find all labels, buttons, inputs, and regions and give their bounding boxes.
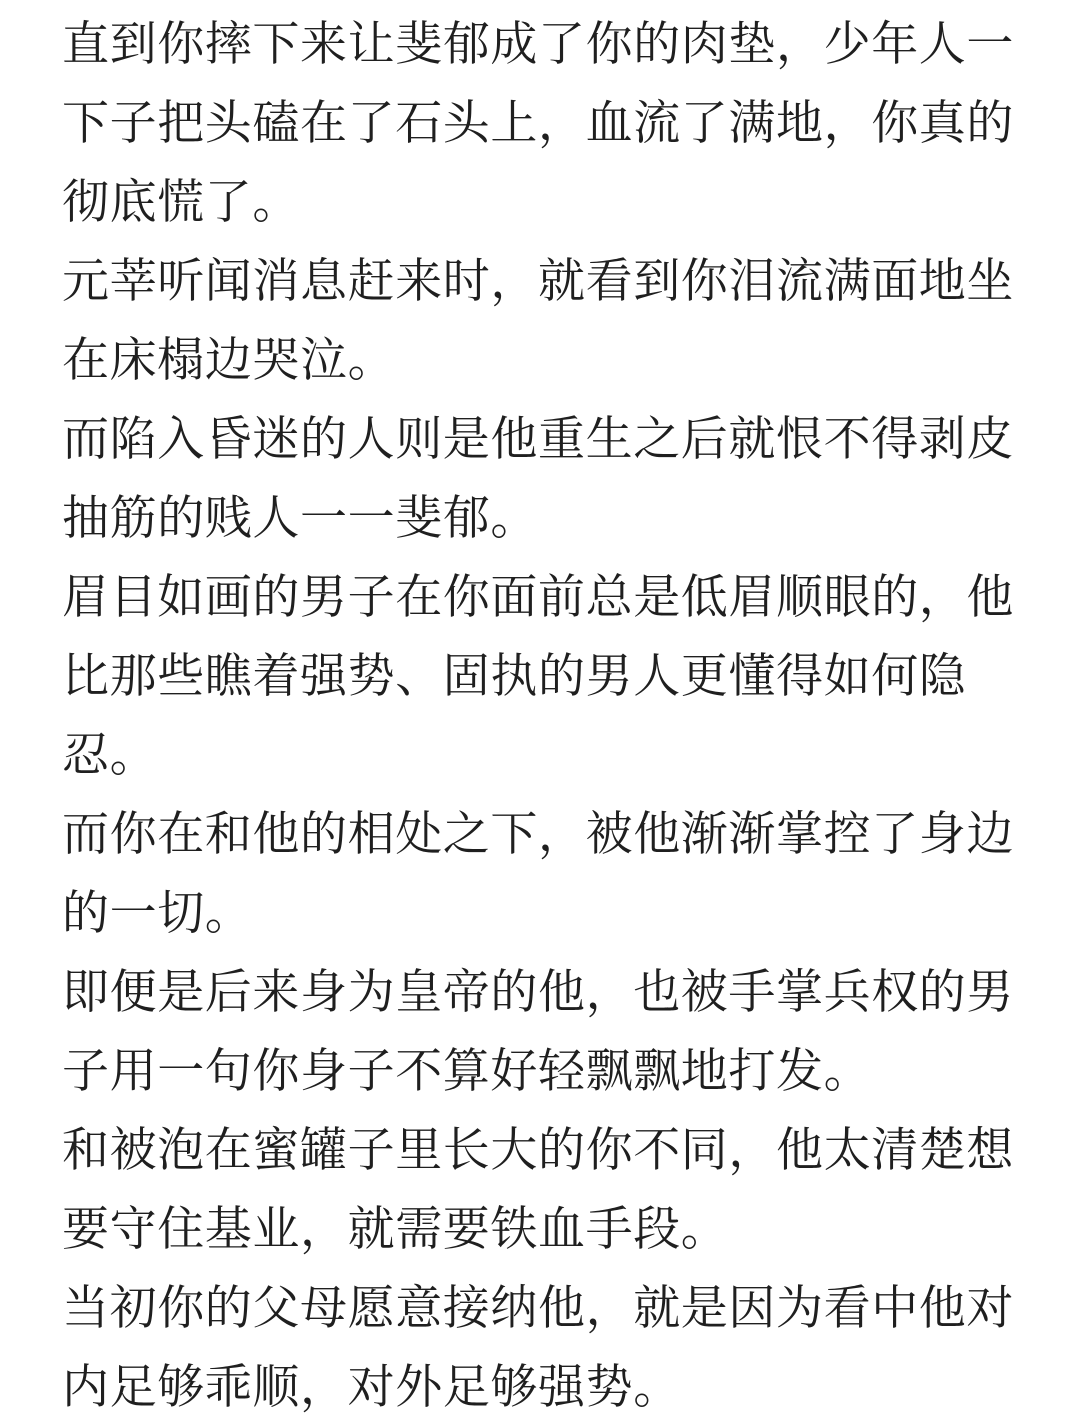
paragraph-1: 直到你摔下来让斐郁成了你的肉垫，少年人一下子把头磕在了石头上，血流了满地，你真的彻底慌了。 <box>62 17 1014 230</box>
paragraph-6: 即便是后来身为皇帝的他，也被手掌兵权的男子用一句你身子不算好轻飘飘地打发。 <box>62 965 1014 1099</box>
paragraph-3: 而陷入昏迷的人则是他重生之后就恨不得剥皮抽筋的贱人一一斐郁。 <box>62 412 1014 546</box>
paragraph-5: 而你在和他的相处之下，被他渐渐掌控了身边的一切。 <box>62 807 1014 941</box>
paragraph-2: 元莘听闻消息赶来时，就看到你泪流满面地坐在床榻边哭泣。 <box>62 254 1014 388</box>
article-body <box>62 5 1032 1427</box>
paragraph-4: 眉目如画的男子在你面前总是低眉顺眼的，他比那些瞧着强势、固执的男人更懂得如何隐忍。 <box>62 570 1014 783</box>
paragraph-7: 和被泡在蜜罐子里长大的你不同，他太清楚想要守住基业，就需要铁血手段。 <box>62 1123 1014 1257</box>
paragraph-8: 当初你的父母愿意接纳他，就是因为看中他对内足够乖顺，对外足够强势。 <box>62 1281 1014 1415</box>
